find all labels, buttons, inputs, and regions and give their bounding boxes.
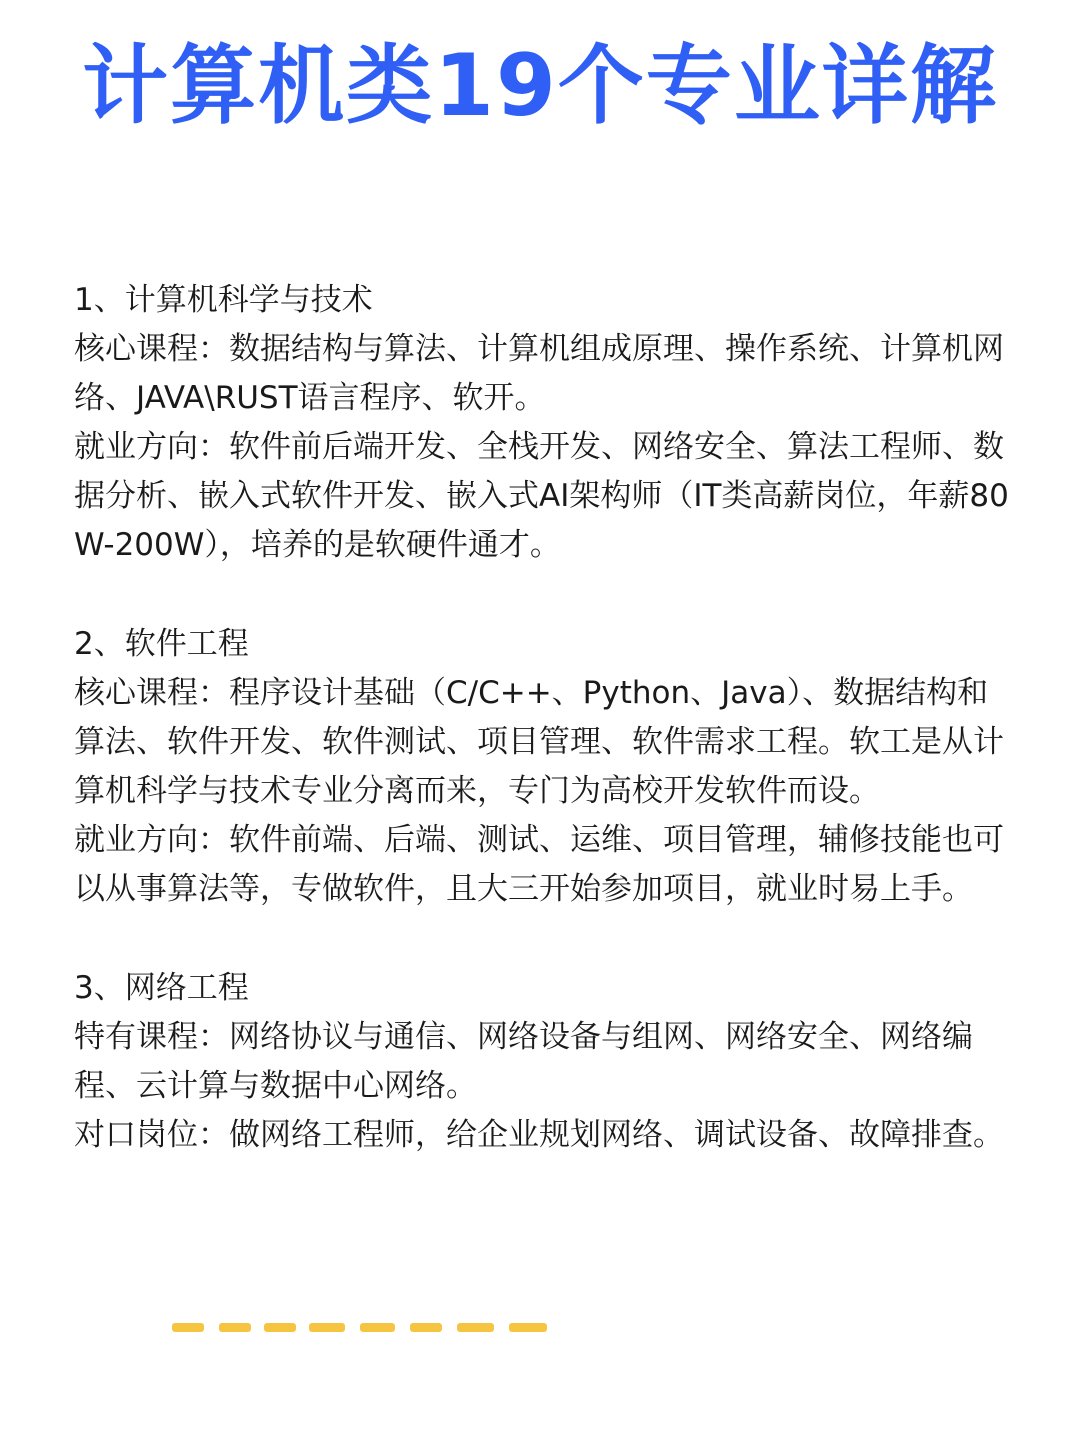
divider-dash	[219, 1323, 251, 1332]
dashed-divider	[172, 1323, 552, 1333]
section-software-engineering	[74, 620, 1014, 914]
divider-dash	[264, 1323, 296, 1332]
career-direction-text: 就业方向：软件前后端开发、全栈开发、网络安全、算法工程师、数据分析、嵌入式软件开发、嵌入式AI架构师（IT类高薪岗位，年薪80W-200W），培养的是软硬件通才。	[74, 429, 1009, 563]
divider-dash	[309, 1323, 345, 1332]
article-body	[74, 276, 1014, 1210]
section-computer-science	[74, 276, 1014, 570]
special-courses-text: 特有课程：网络协议与通信、网络设备与组网、网络安全、网络编程、云计算与数据中心网络。	[74, 1019, 973, 1104]
divider-dash	[457, 1323, 494, 1332]
divider-dash	[360, 1323, 395, 1332]
section-heading: 1、计算机科学与技术	[74, 282, 373, 318]
divider-dash	[509, 1323, 547, 1332]
section-heading: 2、软件工程	[74, 626, 249, 662]
divider-dash	[410, 1323, 442, 1332]
page-title: 计算机类19个专业详解	[82, 36, 998, 136]
section-heading: 3、网络工程	[74, 970, 249, 1006]
career-direction-text: 就业方向：软件前端、后端、测试、运维、项目管理，辅修技能也可以从事算法等，专做软件，且大三开始参加项目，就业时易上手。	[74, 822, 1004, 907]
core-courses-text: 核心课程：程序设计基础（C/C++、Python、Java）、数据结构和算法、软件开发、软件测试、项目管理、软件需求工程。软工是从计算机科学与技术专业分离而来，专门为高校开发软件而设。	[74, 675, 1004, 809]
divider-dash	[172, 1323, 204, 1332]
matching-jobs-text: 对口岗位：做网络工程师，给企业规划网络、调试设备、故障排查。	[74, 1117, 1004, 1153]
section-network-engineering	[74, 964, 1014, 1160]
core-courses-text: 核心课程：数据结构与算法、计算机组成原理、操作系统、计算机网络、JAVA\RUST语言程序、软开。	[74, 331, 1004, 416]
